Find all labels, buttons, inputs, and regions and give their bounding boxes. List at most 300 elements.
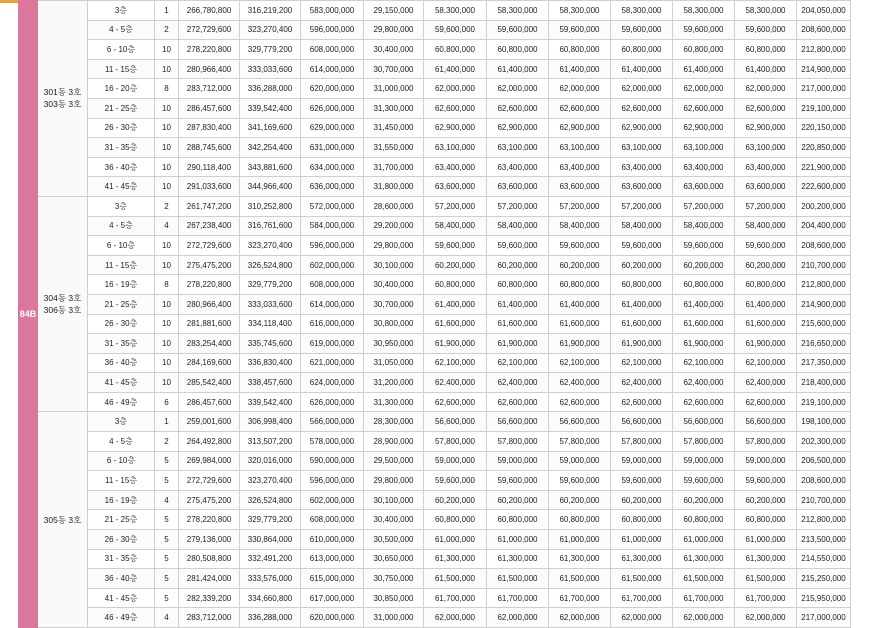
price-cell: 60,200,000 [424, 490, 487, 510]
price-cell: 59,600,000 [673, 471, 735, 491]
table-row [19, 59, 851, 79]
floor-range-cell: 16 - 19층 [88, 490, 155, 510]
price-cell: 60,200,000 [549, 490, 611, 510]
price-cell: 62,400,000 [549, 373, 611, 393]
price-cell: 62,600,000 [735, 98, 797, 118]
price-cell: 29,500,000 [364, 451, 424, 471]
price-cell: 29,150,000 [364, 1, 424, 21]
price-cell: 213,500,000 [797, 530, 851, 550]
price-cell: 621,000,000 [301, 353, 364, 373]
price-cell: 334,118,400 [240, 314, 301, 334]
price-cell: 31,050,000 [364, 353, 424, 373]
price-cell: 259,001,600 [179, 412, 240, 432]
price-cell: 61,000,000 [735, 530, 797, 550]
unit-count-cell: 10 [155, 255, 179, 275]
price-cell: 217,350,000 [797, 353, 851, 373]
price-cell: 61,400,000 [735, 59, 797, 79]
price-cell: 60,800,000 [673, 275, 735, 295]
price-cell: 31,300,000 [364, 98, 424, 118]
price-cell: 60,800,000 [549, 510, 611, 530]
price-cell: 61,400,000 [673, 294, 735, 314]
price-cell: 63,600,000 [549, 177, 611, 197]
price-cell: 281,881,600 [179, 314, 240, 334]
unit-count-cell: 8 [155, 275, 179, 295]
unit-count-cell: 2 [155, 432, 179, 452]
price-cell: 61,900,000 [673, 334, 735, 354]
floor-range-cell: 36 - 40층 [88, 569, 155, 589]
price-cell: 280,966,400 [179, 294, 240, 314]
table-row [19, 334, 851, 354]
price-cell: 202,300,000 [797, 432, 851, 452]
table-row [19, 157, 851, 177]
price-cell: 60,200,000 [487, 255, 549, 275]
unit-count-cell: 1 [155, 1, 179, 21]
price-cell: 61,000,000 [424, 530, 487, 550]
price-cell: 61,400,000 [549, 59, 611, 79]
price-cell: 59,000,000 [611, 451, 673, 471]
floor-range-cell: 41 - 45층 [88, 177, 155, 197]
price-cell: 60,200,000 [424, 255, 487, 275]
price-cell: 30,750,000 [364, 569, 424, 589]
price-cell: 602,000,000 [301, 255, 364, 275]
price-cell: 59,600,000 [735, 471, 797, 491]
price-cell: 631,000,000 [301, 138, 364, 158]
price-cell: 60,800,000 [487, 40, 549, 60]
price-cell: 63,100,000 [611, 138, 673, 158]
price-cell: 62,000,000 [735, 79, 797, 99]
price-cell: 596,000,000 [301, 20, 364, 40]
floor-range-cell: 46 - 49층 [88, 392, 155, 412]
price-cell: 62,000,000 [673, 608, 735, 628]
unit-count-cell: 5 [155, 569, 179, 589]
price-cell: 62,000,000 [424, 79, 487, 99]
price-cell: 62,900,000 [673, 118, 735, 138]
price-cell: 62,000,000 [735, 608, 797, 628]
price-cell: 60,800,000 [424, 510, 487, 530]
price-cell: 264,492,800 [179, 432, 240, 452]
price-cell: 336,288,000 [240, 79, 301, 99]
floor-range-cell: 16 - 20층 [88, 79, 155, 99]
price-cell: 57,800,000 [424, 432, 487, 452]
price-cell: 59,600,000 [487, 236, 549, 256]
price-cell: 60,800,000 [424, 40, 487, 60]
price-cell: 62,100,000 [673, 353, 735, 373]
price-cell: 30,100,000 [364, 255, 424, 275]
price-cell: 63,600,000 [611, 177, 673, 197]
price-cell: 58,300,000 [673, 1, 735, 21]
price-cell: 29,800,000 [364, 236, 424, 256]
price-cell: 61,400,000 [487, 59, 549, 79]
table-row [19, 118, 851, 138]
price-cell: 30,400,000 [364, 40, 424, 60]
price-cell: 59,000,000 [487, 451, 549, 471]
table-row [19, 432, 851, 452]
price-cell: 616,000,000 [301, 314, 364, 334]
price-cell: 208,600,000 [797, 20, 851, 40]
price-cell: 272,729,600 [179, 20, 240, 40]
price-cell: 59,600,000 [673, 20, 735, 40]
price-cell: 30,850,000 [364, 588, 424, 608]
price-cell: 617,000,000 [301, 588, 364, 608]
price-cell: 63,100,000 [424, 138, 487, 158]
price-cell: 61,300,000 [487, 549, 549, 569]
price-cell: 61,600,000 [735, 314, 797, 334]
price-cell: 57,200,000 [549, 196, 611, 216]
floor-range-cell: 26 - 30층 [88, 530, 155, 550]
floor-range-cell: 3층 [88, 412, 155, 432]
price-cell: 61,000,000 [487, 530, 549, 550]
price-cell: 61,500,000 [487, 569, 549, 589]
price-cell: 634,000,000 [301, 157, 364, 177]
price-cell: 62,000,000 [611, 608, 673, 628]
price-cell: 60,800,000 [673, 40, 735, 60]
price-cell: 61,900,000 [549, 334, 611, 354]
price-cell: 214,900,000 [797, 59, 851, 79]
unit-count-cell: 5 [155, 510, 179, 530]
price-cell: 214,550,000 [797, 549, 851, 569]
price-cell: 62,100,000 [424, 353, 487, 373]
price-cell: 291,033,600 [179, 177, 240, 197]
unit-count-cell: 2 [155, 20, 179, 40]
price-cell: 275,475,200 [179, 255, 240, 275]
price-cell: 217,000,000 [797, 79, 851, 99]
price-cell: 56,600,000 [673, 412, 735, 432]
unit-count-cell: 4 [155, 216, 179, 236]
unit-count-cell: 10 [155, 334, 179, 354]
price-cell: 620,000,000 [301, 608, 364, 628]
price-cell: 282,339,200 [179, 588, 240, 608]
price-cell: 218,400,000 [797, 373, 851, 393]
unit-count-cell: 2 [155, 196, 179, 216]
price-cell: 63,600,000 [487, 177, 549, 197]
price-cell: 60,800,000 [611, 275, 673, 295]
price-cell: 62,600,000 [611, 392, 673, 412]
price-cell: 62,100,000 [735, 353, 797, 373]
price-cell: 60,200,000 [673, 255, 735, 275]
price-cell: 61,500,000 [673, 569, 735, 589]
price-cell: 31,550,000 [364, 138, 424, 158]
price-cell: 267,238,400 [179, 216, 240, 236]
building-unit-label: 301동 3호 303동 3호 [38, 1, 88, 197]
price-cell: 215,250,000 [797, 569, 851, 589]
price-cell: 60,800,000 [549, 40, 611, 60]
price-cell: 278,220,800 [179, 510, 240, 530]
price-cell: 62,400,000 [424, 373, 487, 393]
price-cell: 31,300,000 [364, 392, 424, 412]
price-cell: 590,000,000 [301, 451, 364, 471]
price-cell: 63,600,000 [673, 177, 735, 197]
floor-range-cell: 6 - 10층 [88, 40, 155, 60]
unit-count-cell: 1 [155, 412, 179, 432]
floor-range-cell: 4 - 5층 [88, 216, 155, 236]
price-cell: 60,200,000 [673, 490, 735, 510]
price-cell: 566,000,000 [301, 412, 364, 432]
price-cell: 62,600,000 [424, 392, 487, 412]
price-cell: 57,800,000 [673, 432, 735, 452]
price-cell: 57,800,000 [735, 432, 797, 452]
unit-count-cell: 4 [155, 490, 179, 510]
price-cell: 60,800,000 [549, 275, 611, 295]
price-cell: 60,800,000 [487, 275, 549, 295]
price-cell: 58,300,000 [611, 1, 673, 21]
floor-range-cell: 16 - 19층 [88, 275, 155, 295]
price-cell: 62,600,000 [735, 392, 797, 412]
price-cell: 63,400,000 [735, 157, 797, 177]
price-cell: 29,800,000 [364, 471, 424, 491]
price-cell: 266,780,800 [179, 1, 240, 21]
floor-range-cell: 21 - 25층 [88, 294, 155, 314]
price-cell: 60,800,000 [611, 40, 673, 60]
price-cell: 626,000,000 [301, 392, 364, 412]
price-cell: 222,600,000 [797, 177, 851, 197]
price-cell: 330,864,000 [240, 530, 301, 550]
price-cell: 61,400,000 [424, 294, 487, 314]
price-cell: 61,700,000 [549, 588, 611, 608]
table-row [19, 510, 851, 530]
price-cell: 338,457,600 [240, 373, 301, 393]
unit-count-cell: 10 [155, 314, 179, 334]
price-cell: 336,288,000 [240, 608, 301, 628]
price-cell: 310,252,800 [240, 196, 301, 216]
price-cell: 61,400,000 [673, 59, 735, 79]
price-cell: 61,400,000 [611, 294, 673, 314]
price-cell: 62,400,000 [487, 373, 549, 393]
price-cell: 219,100,000 [797, 392, 851, 412]
price-cell: 636,000,000 [301, 177, 364, 197]
price-cell: 29,200,000 [364, 216, 424, 236]
floor-range-cell: 31 - 35층 [88, 549, 155, 569]
price-cell: 61,900,000 [735, 334, 797, 354]
floor-range-cell: 31 - 35층 [88, 334, 155, 354]
floor-range-cell: 11 - 15층 [88, 59, 155, 79]
unit-count-cell: 10 [155, 157, 179, 177]
price-cell: 329,779,200 [240, 275, 301, 295]
price-cell: 284,169,600 [179, 353, 240, 373]
price-cell: 61,000,000 [549, 530, 611, 550]
price-cell: 63,600,000 [424, 177, 487, 197]
price-cell: 333,033,600 [240, 59, 301, 79]
price-cell: 269,984,000 [179, 451, 240, 471]
price-cell: 59,000,000 [549, 451, 611, 471]
price-cell: 615,000,000 [301, 569, 364, 589]
price-cell: 57,800,000 [549, 432, 611, 452]
price-cell: 626,000,000 [301, 98, 364, 118]
unit-count-cell: 10 [155, 138, 179, 158]
price-cell: 198,100,000 [797, 412, 851, 432]
price-cell: 629,000,000 [301, 118, 364, 138]
floor-range-cell: 26 - 30층 [88, 118, 155, 138]
table-row [19, 20, 851, 40]
price-cell: 31,450,000 [364, 118, 424, 138]
price-cell: 596,000,000 [301, 236, 364, 256]
price-cell: 341,169,600 [240, 118, 301, 138]
price-cell: 58,300,000 [735, 1, 797, 21]
floor-range-cell: 4 - 5층 [88, 432, 155, 452]
top-accent-bar [0, 0, 18, 3]
price-cell: 272,729,600 [179, 471, 240, 491]
table-row [19, 294, 851, 314]
price-cell: 60,200,000 [611, 490, 673, 510]
price-cell: 62,600,000 [549, 392, 611, 412]
price-cell: 60,200,000 [735, 490, 797, 510]
price-cell: 63,400,000 [673, 157, 735, 177]
price-cell: 58,300,000 [487, 1, 549, 21]
price-cell: 61,600,000 [487, 314, 549, 334]
price-cell: 61,900,000 [424, 334, 487, 354]
price-cell: 62,000,000 [673, 79, 735, 99]
price-cell: 219,100,000 [797, 98, 851, 118]
price-cell: 610,000,000 [301, 530, 364, 550]
table-row [19, 353, 851, 373]
price-cell: 62,900,000 [487, 118, 549, 138]
floor-range-cell: 46 - 49층 [88, 608, 155, 628]
price-cell: 58,400,000 [735, 216, 797, 236]
price-cell: 62,000,000 [549, 608, 611, 628]
price-cell: 342,254,400 [240, 138, 301, 158]
price-cell: 56,600,000 [735, 412, 797, 432]
price-cell: 60,800,000 [735, 510, 797, 530]
price-cell: 215,600,000 [797, 314, 851, 334]
price-cell: 62,000,000 [549, 79, 611, 99]
price-cell: 584,000,000 [301, 216, 364, 236]
price-cell: 280,508,800 [179, 549, 240, 569]
price-cell: 212,800,000 [797, 275, 851, 295]
price-cell: 624,000,000 [301, 373, 364, 393]
price-cell: 323,270,400 [240, 20, 301, 40]
price-cell: 619,000,000 [301, 334, 364, 354]
price-cell: 61,500,000 [735, 569, 797, 589]
price-cell: 62,900,000 [549, 118, 611, 138]
price-cell: 62,600,000 [673, 98, 735, 118]
price-cell: 56,600,000 [487, 412, 549, 432]
price-cell: 28,900,000 [364, 432, 424, 452]
floor-range-cell: 36 - 40층 [88, 157, 155, 177]
price-cell: 596,000,000 [301, 471, 364, 491]
price-cell: 61,300,000 [735, 549, 797, 569]
price-cell: 61,400,000 [487, 294, 549, 314]
table-row [19, 275, 851, 295]
price-cell: 61,000,000 [673, 530, 735, 550]
price-cell: 60,200,000 [611, 255, 673, 275]
unit-count-cell: 10 [155, 373, 179, 393]
price-cell: 59,600,000 [487, 20, 549, 40]
price-cell: 59,600,000 [549, 20, 611, 40]
price-cell: 62,000,000 [611, 79, 673, 99]
price-cell: 62,100,000 [549, 353, 611, 373]
price-cell: 326,524,800 [240, 255, 301, 275]
price-cell: 620,000,000 [301, 79, 364, 99]
price-cell: 31,700,000 [364, 157, 424, 177]
price-cell: 214,900,000 [797, 294, 851, 314]
price-cell: 613,000,000 [301, 549, 364, 569]
price-cell: 61,300,000 [673, 549, 735, 569]
unit-count-cell: 10 [155, 98, 179, 118]
floor-range-cell: 36 - 40층 [88, 353, 155, 373]
price-cell: 59,600,000 [487, 471, 549, 491]
price-cell: 208,600,000 [797, 471, 851, 491]
price-cell: 210,700,000 [797, 255, 851, 275]
table-row [19, 216, 851, 236]
price-cell: 61,400,000 [735, 294, 797, 314]
price-cell: 272,729,600 [179, 236, 240, 256]
unit-count-cell: 10 [155, 59, 179, 79]
price-cell: 329,779,200 [240, 40, 301, 60]
floor-range-cell: 31 - 35층 [88, 138, 155, 158]
unit-count-cell: 6 [155, 392, 179, 412]
price-cell: 62,900,000 [424, 118, 487, 138]
floor-range-cell: 4 - 5층 [88, 20, 155, 40]
price-cell: 30,500,000 [364, 530, 424, 550]
price-cell: 59,600,000 [424, 236, 487, 256]
price-cell: 281,424,000 [179, 569, 240, 589]
price-cell: 62,600,000 [487, 98, 549, 118]
price-cell: 316,219,200 [240, 1, 301, 21]
price-cell: 63,100,000 [549, 138, 611, 158]
price-cell: 62,600,000 [424, 98, 487, 118]
table-row [19, 196, 851, 216]
price-cell: 278,220,800 [179, 40, 240, 60]
price-cell: 60,800,000 [487, 510, 549, 530]
price-cell: 608,000,000 [301, 275, 364, 295]
price-cell: 63,100,000 [673, 138, 735, 158]
price-table-body [19, 1, 851, 628]
price-cell: 62,100,000 [611, 353, 673, 373]
price-cell: 61,300,000 [424, 549, 487, 569]
price-cell: 62,900,000 [735, 118, 797, 138]
price-cell: 58,400,000 [487, 216, 549, 236]
unit-count-cell: 10 [155, 118, 179, 138]
table-row [19, 588, 851, 608]
price-cell: 210,700,000 [797, 490, 851, 510]
price-cell: 30,400,000 [364, 275, 424, 295]
table-row [19, 138, 851, 158]
price-cell: 221,900,000 [797, 157, 851, 177]
table-row [19, 79, 851, 99]
price-cell: 204,400,000 [797, 216, 851, 236]
floor-range-cell: 26 - 30층 [88, 314, 155, 334]
price-cell: 59,600,000 [735, 236, 797, 256]
unit-count-cell: 10 [155, 353, 179, 373]
price-cell: 57,200,000 [673, 196, 735, 216]
price-cell: 63,600,000 [735, 177, 797, 197]
price-cell: 61,700,000 [611, 588, 673, 608]
table-row [19, 98, 851, 118]
price-cell: 62,000,000 [424, 608, 487, 628]
price-cell: 320,016,000 [240, 451, 301, 471]
price-cell: 208,600,000 [797, 236, 851, 256]
price-cell: 288,745,600 [179, 138, 240, 158]
price-cell: 58,300,000 [424, 1, 487, 21]
price-cell: 62,600,000 [549, 98, 611, 118]
price-cell: 60,200,000 [549, 255, 611, 275]
price-cell: 286,457,600 [179, 392, 240, 412]
price-cell: 30,700,000 [364, 59, 424, 79]
unit-count-cell: 5 [155, 549, 179, 569]
price-cell: 31,000,000 [364, 608, 424, 628]
price-cell: 31,000,000 [364, 79, 424, 99]
price-cell: 323,270,400 [240, 236, 301, 256]
price-cell: 212,800,000 [797, 510, 851, 530]
price-cell: 62,600,000 [487, 392, 549, 412]
table-row [19, 451, 851, 471]
price-cell: 335,745,600 [240, 334, 301, 354]
unit-count-cell: 5 [155, 451, 179, 471]
price-cell: 63,100,000 [735, 138, 797, 158]
price-cell: 212,800,000 [797, 40, 851, 60]
price-cell: 323,270,400 [240, 471, 301, 491]
price-cell: 62,400,000 [673, 373, 735, 393]
price-cell: 63,400,000 [611, 157, 673, 177]
